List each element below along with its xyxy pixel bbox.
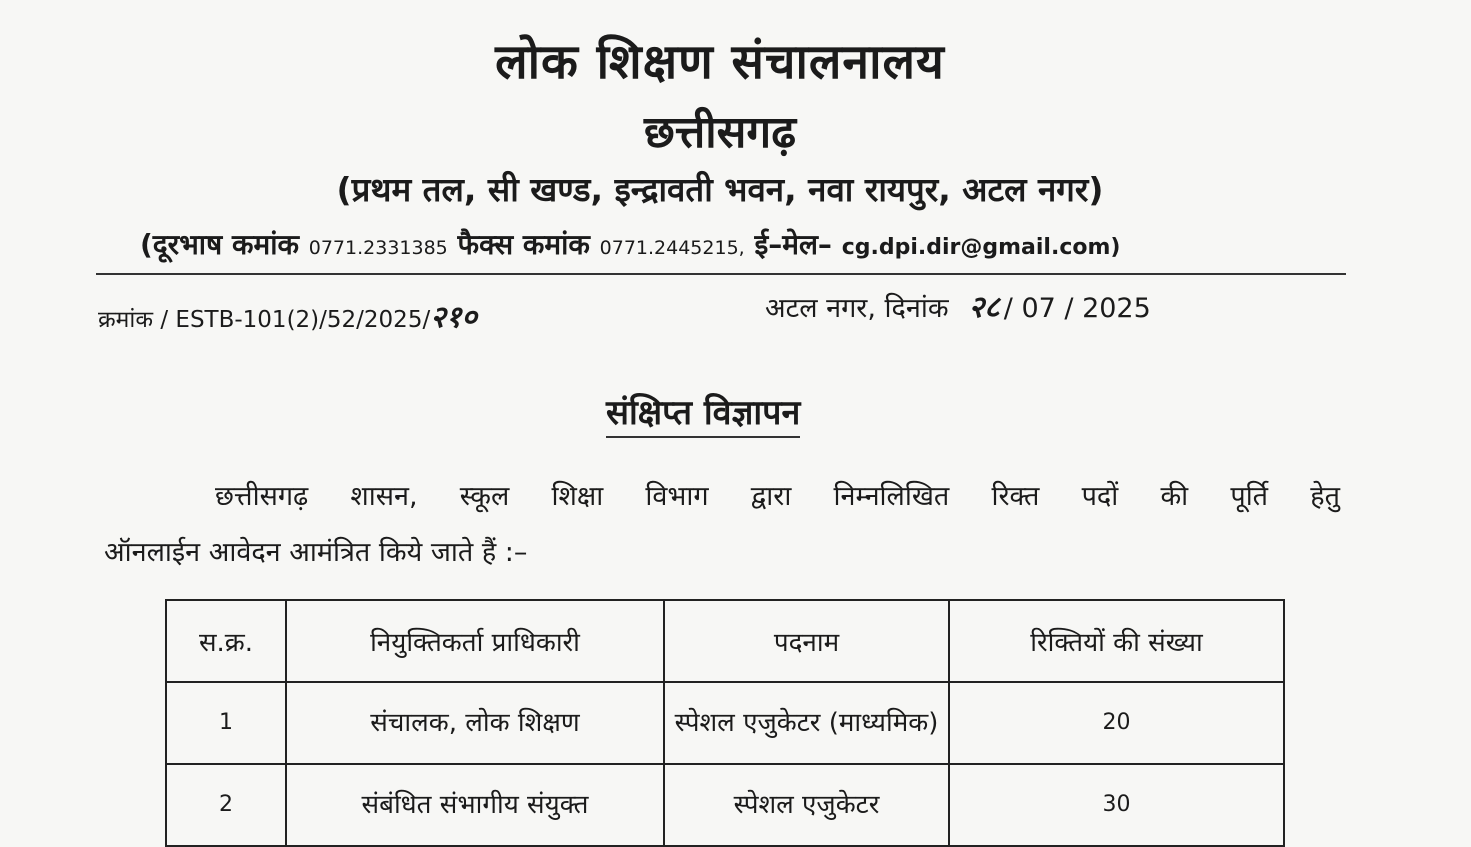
cell-authority: संबंधित संभागीय संयुक्त <box>286 764 664 846</box>
cell-vacancies: 20 <box>949 682 1284 764</box>
table-header-row <box>166 600 1284 682</box>
place-date <box>765 285 1151 326</box>
header-authority: नियुक्तिकर्ता प्राधिकारी <box>286 600 664 682</box>
cell-post: स्पेशल एजुकेटर <box>664 764 949 846</box>
fax-label: फैक्स कमांक <box>457 228 590 261</box>
cell-serial: 1 <box>166 682 286 764</box>
email-label: ई–मेल– <box>754 228 832 261</box>
notice-heading: संक्षिप्त विज्ञापन <box>606 388 800 438</box>
office-title: लोक शिक्षण संचालनालय <box>495 34 945 90</box>
reference-text: क्रमांक / ESTB-101(2)/52/2025/ <box>98 307 431 333</box>
phone-label: (दूरभाष कमांक <box>140 228 299 261</box>
reference-handwritten: २१० <box>430 300 478 335</box>
notice-paragraph-line2: ऑनलाईन आवेदन आमंत्रित किये जाते हैं :– <box>104 537 528 568</box>
state-title: छत्तीसगढ़ <box>644 107 796 158</box>
header-vacancies: रिक्तियों की संख्या <box>949 600 1284 682</box>
notice-paragraph-line1: छत्तीसगढ़ शासन, स्कूल शिक्षा विभाग द्वारा निम्नलिखित रिक्त पदों की पूर्ति हेतु <box>215 481 1340 512</box>
header-post: पदनाम <box>664 600 949 682</box>
place-label: अटल नगर, दिनांक <box>765 293 949 324</box>
fax-number: 0771.2445215, <box>599 237 745 259</box>
reference-number <box>98 295 477 336</box>
header-serial: स.क्र. <box>166 600 286 682</box>
cell-vacancies: 30 <box>949 764 1284 846</box>
date-day-handwritten: २८ <box>968 290 1000 325</box>
cell-serial: 2 <box>166 764 286 846</box>
phone-number: 0771.2331385 <box>308 237 448 259</box>
email-address: cg.dpi.dir@gmail.com) <box>841 235 1121 260</box>
cell-post: स्पेशल एजुकेटर (माध्यमिक) <box>664 682 949 764</box>
table-row <box>166 682 1284 764</box>
vacancy-table <box>165 599 1285 847</box>
cell-authority: संचालक, लोक शिक्षण <box>286 682 664 764</box>
office-address: (प्रथम तल, सी खण्ड, इन्द्रावती भवन, नवा रायपुर, अटल नगर) <box>336 170 1104 209</box>
header-divider <box>96 273 1346 275</box>
date-month-year: / 07 / 2025 <box>1003 293 1151 324</box>
table-row <box>166 764 1284 846</box>
contact-line <box>140 225 1310 263</box>
